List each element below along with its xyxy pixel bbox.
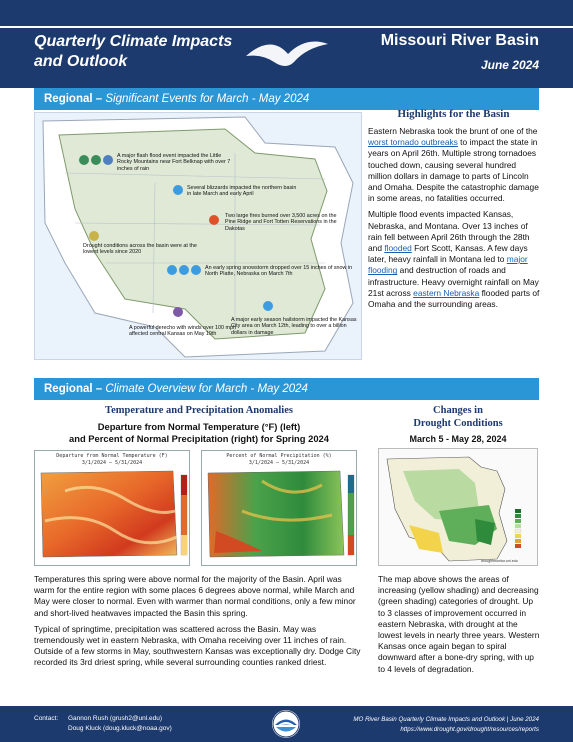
event-label: Several blizzards impacted the northern basin in late March and early April <box>187 185 297 198</box>
event-label: A powerful derecho with winds over 100 mph affected central Kansas on May 19th <box>129 325 236 338</box>
event-label: Drought conditions across the basin were at the lowest levels since 2020 <box>83 243 197 256</box>
text-run: Multiple flood events impacted Kansas, Nebraska, and Montana. Over 13 inches of rain fell between April 26th through the 28th and <box>368 209 530 254</box>
text-run: and destruction of roads and infrastructure. Heavy overnight rainfall on May 21st across <box>368 265 539 298</box>
major-flooding-link[interactable]: major flooding <box>368 254 528 276</box>
page-header <box>0 0 573 88</box>
highlights-body <box>368 126 540 315</box>
report-title <box>34 32 232 72</box>
noaa-logo-icon <box>272 710 300 738</box>
text-run: Eastern Nebraska took the brunt of one of the <box>368 126 538 136</box>
highlights-paragraph <box>368 209 540 310</box>
drought-map-graphic <box>379 449 538 566</box>
temp-map-graphic <box>35 451 190 566</box>
flood-icon <box>79 155 89 165</box>
significant-events-map <box>34 112 362 360</box>
text-run: to impact the state in years on April 26th. Multiple strong tornadoes touched down, causing several hundred million dollars in damage to parts of Lincoln and Omaha. Despite the catastrophic damage in some areas, no fatalities occurred. <box>368 137 539 204</box>
highlights-title: Highlights for the Basin <box>397 108 510 120</box>
derecho-icon <box>173 307 183 317</box>
precip-map-dates: 3/1/2024 – 5/31/2024 <box>248 459 310 466</box>
temps-paragraph: Temperatures this spring were above normal for the majority of the Basin. April was warm for the entire region with some places 6 degrees above normal, while March and May were closer to normal. Even with warmer than normal conditions, only a few minor and short-lived heatwaves impacted the Basin this spring. <box>34 574 356 618</box>
section-bar-bold: Regional – <box>44 383 103 395</box>
snowstorm-icon <box>167 265 177 275</box>
drought-icon <box>89 231 99 241</box>
anomalies-subtitle-line2: and Percent of Normal Precipitation (right) for Spring 2024 <box>69 433 329 444</box>
anomalies-subtitle-line1: Departure from Normal Temperature (°F) (left) <box>97 421 301 432</box>
anomalies-subtitle <box>34 421 364 445</box>
event-label: A major flash flood event impacted the Little Rocky Mountains near Fort Belknap with over 7 inches of rain <box>117 153 231 172</box>
drought-title-line1: Changes in <box>433 405 483 416</box>
precipitation-percent-map <box>201 450 357 566</box>
highlights-paragraph <box>368 126 540 204</box>
noaa-logo <box>272 710 300 738</box>
footer-url-link[interactable]: https://www.drought.gov/drought/resources/reports <box>400 726 539 733</box>
event-label: Two large fires burned over 3,500 acres on the Pine Ridge and Fort Totten Reservations in the Dakotas <box>225 213 337 232</box>
contact-label: Contact: <box>34 715 59 722</box>
event-label: A major early season hailstorm impacted the Kansas City area on March 12th, leading to over a billion dollars in damage <box>231 317 357 336</box>
temp-map-dates: 3/1/2024 – 5/31/2024 <box>81 459 143 466</box>
rain-icon <box>103 155 113 165</box>
section-bar-climate-overview <box>34 378 539 400</box>
precip-paragraph: Typical of springtime, precipitation was scattered across the Basin. May was tremendously wet in eastern Nebraska, with Omaha receiving over 11 inches of rain. Outside of a few storms in May, southwestern Kansas was exceptionally dry. Dodge City recorded its 3rd driest spring, while several surrounding counties ranked driest. <box>34 623 361 668</box>
snowstorm-icon <box>191 265 201 275</box>
fire-icon <box>209 215 219 225</box>
drought-text: The map above shows the areas of increasing (yellow shading) and decreasing (green shading) categories of drought. Up to 3 classes of improvement occurred in eastern Nebraska, with drought at the lowest levels in nearly three years. Western Kansas once again began to spiral downward after a bone-dry spring, with up to 4 levels of degradation. <box>378 574 540 674</box>
section-bar-italic: Significant Events for March - May 2024 <box>105 93 310 105</box>
contact-kluck[interactable]: Doug Kluck (doug.kluck@noaa.gov) <box>68 725 172 732</box>
drought-title-line2: Drought Conditions <box>413 418 503 429</box>
temperature-departure-map <box>34 450 190 566</box>
text-run: Fort Scott, Kansas. A few days later, heavy rainfall in Montana led to <box>368 243 528 265</box>
section-bar-italic: Climate Overview for March - May 2024 <box>105 383 308 395</box>
temp-map-title: Departure from Normal Temperature (F) <box>56 453 168 459</box>
report-date: June 2024 <box>480 58 539 72</box>
anomalies-title: Temperature and Precipitation Anomalies <box>105 405 293 416</box>
temperature-precip-text <box>34 574 364 674</box>
bird-logo-icon <box>236 32 336 72</box>
report-title-line2: and Outlook <box>34 53 128 70</box>
contact-rush[interactable]: Gannon Rush (grush2@unl.edu) <box>68 715 163 722</box>
precip-map-title: Percent of Normal Precipitation (%) <box>226 453 332 459</box>
drought-dates: March 5 - May 28, 2024 <box>409 434 507 444</box>
drought-map-caption: droughtmonitor.unl.edu <box>481 559 518 563</box>
text-run: flooded parts of Omaha and the surrounding areas. <box>368 287 540 310</box>
region-name: Missouri River Basin <box>380 32 539 49</box>
snowstorm-icon <box>179 265 189 275</box>
flooded-link[interactable]: flooded <box>384 243 412 254</box>
footer-report-title: MO River Basin Quarterly Climate Impacts and Outlook | June 2024 <box>353 716 539 723</box>
precip-map-graphic <box>202 451 357 566</box>
tornado-outbreak-link[interactable]: worst tornado outbreaks <box>368 137 458 148</box>
hail-icon <box>263 301 273 311</box>
page-footer <box>0 706 573 742</box>
blizzard-icon <box>173 185 183 195</box>
drought-changes-title <box>378 404 538 430</box>
section-bar-significant-events <box>34 88 539 110</box>
header-divider <box>0 26 573 28</box>
drought-change-map <box>378 448 538 566</box>
eastern-nebraska-link[interactable]: eastern Nebraska <box>413 287 480 298</box>
flood-icon <box>91 155 101 165</box>
report-title-line1: Quarterly Climate Impacts <box>34 33 233 50</box>
section-bar-bold: Regional – <box>44 93 103 105</box>
event-label: An early spring snowstorm dropped over 15 inches of snow in North Platte, Nebraska on March 7th <box>205 265 353 278</box>
